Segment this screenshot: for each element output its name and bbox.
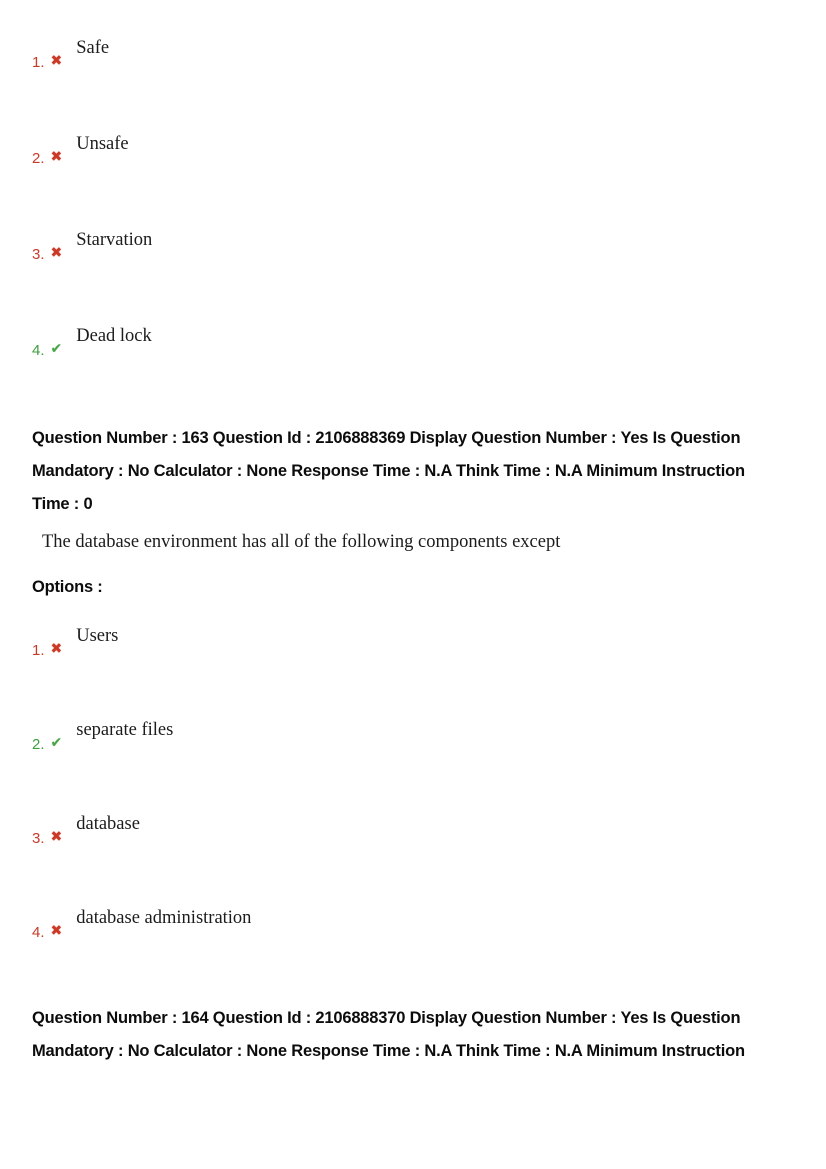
option-row — [32, 908, 802, 942]
wrong-icon: ✖ — [50, 923, 63, 939]
question-meta-line: Mandatory : No Calculator : None Response Time : N.A Think Time : N.A Minimum Instruction — [32, 1042, 745, 1060]
question-meta-line: Question Number : 164 Question Id : 2106888370 Display Question Number : Yes Is Question — [32, 1009, 741, 1027]
question-meta — [32, 422, 802, 521]
option-number: 2. — [32, 150, 45, 167]
option-row — [32, 720, 802, 754]
previous-question-options — [32, 38, 802, 360]
option-number: 2. — [32, 736, 45, 753]
option-number: 1. — [32, 54, 45, 71]
option-number: 3. — [32, 246, 45, 263]
question-164-meta — [32, 1002, 802, 1068]
option-number: 3. — [32, 830, 45, 847]
correct-icon: ✔ — [50, 735, 63, 751]
option-number: 4. — [32, 342, 45, 359]
question-meta-line: Mandatory : No Calculator : None Response Time : N.A Think Time : N.A Minimum Instruction — [32, 462, 745, 480]
option-row — [32, 814, 802, 848]
option-label: Users — [76, 626, 119, 646]
option-row — [32, 326, 802, 360]
option-row — [32, 230, 802, 264]
question-163-options — [32, 626, 802, 942]
wrong-icon: ✖ — [50, 641, 63, 657]
option-label: database administration — [76, 908, 252, 928]
question-text: The database environment has all of the following components except — [42, 532, 561, 552]
question-meta-line: Time : 0 — [32, 495, 93, 513]
question-meta-line: Question Number : 163 Question Id : 2106888369 Display Question Number : Yes Is Question — [32, 429, 741, 447]
option-number: 1. — [32, 642, 45, 659]
option-row — [32, 626, 802, 660]
question-163-block — [32, 422, 802, 942]
option-number: 4. — [32, 924, 45, 941]
option-label: Unsafe — [76, 134, 129, 154]
wrong-icon: ✖ — [50, 245, 63, 261]
option-label: Dead lock — [76, 326, 152, 346]
option-label: Safe — [76, 38, 110, 58]
option-label: Starvation — [76, 230, 153, 250]
option-label: separate files — [76, 720, 174, 740]
options-label: Options : — [32, 578, 103, 596]
wrong-icon: ✖ — [50, 149, 63, 165]
option-label: database — [76, 814, 140, 834]
wrong-icon: ✖ — [50, 53, 63, 69]
correct-icon: ✔ — [50, 341, 63, 357]
option-row — [32, 134, 802, 168]
option-row — [32, 38, 802, 72]
wrong-icon: ✖ — [50, 829, 63, 845]
